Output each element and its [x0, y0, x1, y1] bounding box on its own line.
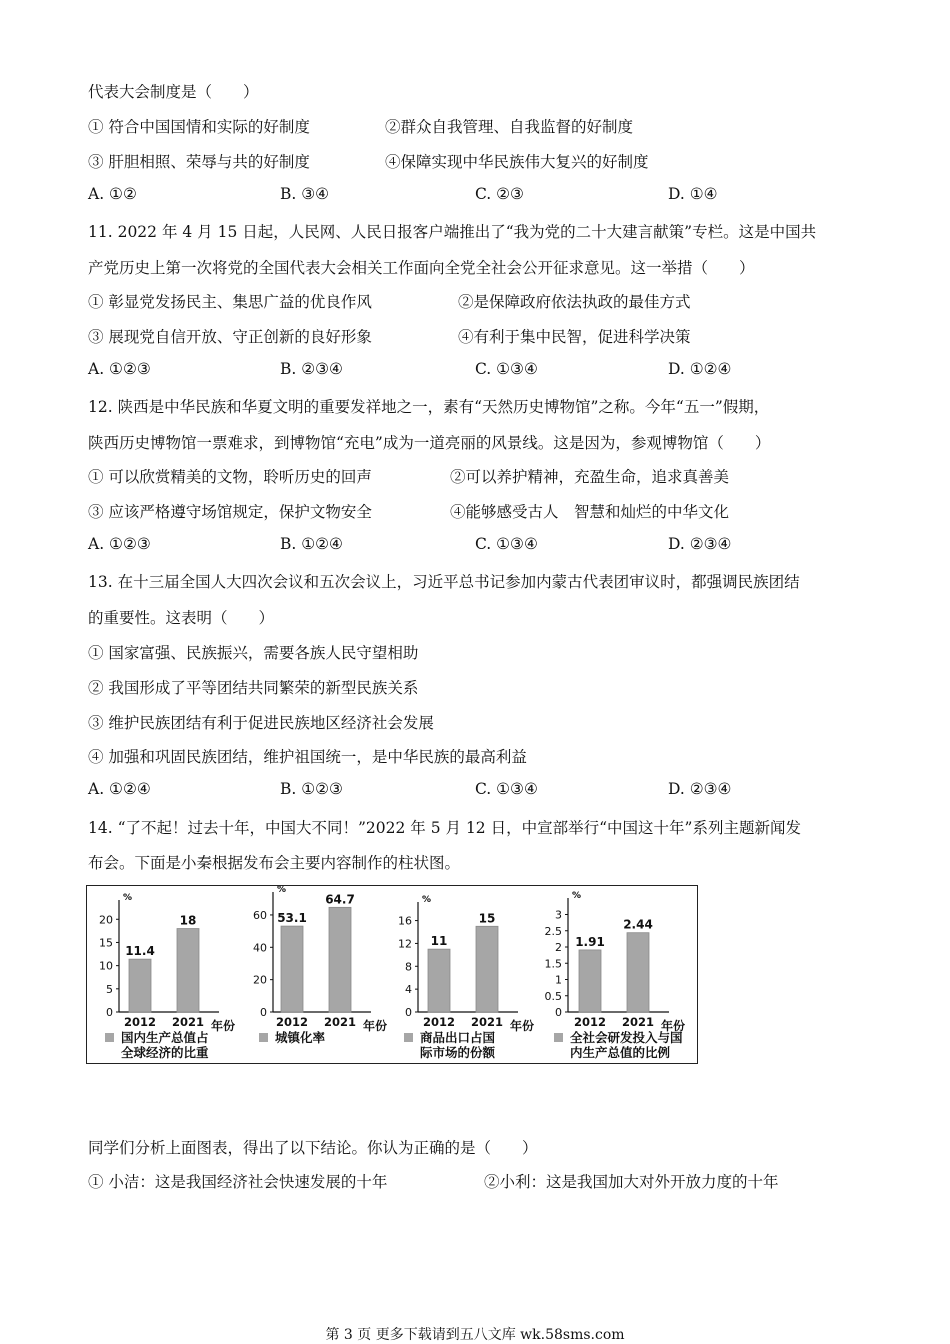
- chart-2-legend-swatch: [259, 1033, 268, 1042]
- chart-3-bar-2012: [428, 949, 450, 1012]
- chart-3-category-label: 2021: [470, 1015, 504, 1029]
- chart-3-legend-text: 际市场的份额: [420, 1045, 496, 1060]
- chart-2-tick-label: 20: [253, 973, 267, 987]
- q11-choice-b: B. ②③④: [280, 360, 343, 378]
- chart-2-tick-label: 0: [260, 1006, 267, 1019]
- q11-stem-line-2: 产党历史上第一次将党的全国代表大会相关工作面向全党全社会公开征求意见。这一举措（ ）: [88, 259, 755, 277]
- chart-3-tick-label: 0: [405, 1006, 412, 1019]
- q12-choice-d: D. ②③④: [668, 535, 732, 553]
- chart-2-data-label: 64.7: [325, 892, 355, 907]
- chart-1-tick-label: 5: [106, 982, 113, 996]
- q12-option-1: ① 可以欣赏精美的文物，聆听历史的回声: [88, 468, 372, 486]
- chart-1-legend-text: 全球经济的比重: [121, 1045, 209, 1060]
- chart-1-category-label: 2021: [171, 1015, 205, 1029]
- q12-stem-line-2: 陕西历史博物馆一票难求，到博物馆“充电”成为一道亮丽的风景线。这是因为，参观博物馆（ ）: [88, 434, 771, 452]
- chart-3-legend-text: 商品出口占国: [420, 1030, 496, 1045]
- q13-stem-line-2: 的重要性。这表明（ ）: [88, 609, 275, 627]
- q14-stem-line-1: 14. “了不起！过去十年，中国大不同！”2022 年 5 月 12 日，中宣部举行“中国这十年”系列主题新闻发: [88, 819, 801, 837]
- chart-2-legend-text: 城镇化率: [275, 1030, 326, 1045]
- q11-option-4: ④有利于集中民智，促进科学决策: [458, 328, 691, 346]
- chart-4-tick-label: 0: [555, 1006, 562, 1019]
- chart-4-data-label: 1.91: [575, 934, 605, 949]
- q10-choice-c: C. ②③: [475, 185, 524, 203]
- chart-4-bar-2012: [579, 950, 601, 1012]
- chart-4-legend-swatch: [554, 1033, 563, 1042]
- q11-option-2: ②是保障政府依法执政的最佳方式: [458, 293, 691, 311]
- chart-2-bar-2012: [281, 926, 303, 1012]
- chart-1-tick-label: 15: [99, 936, 113, 950]
- chart-4-tick-label: 2: [555, 941, 562, 954]
- q11-option-1: ① 彰显党发扬民主、集思广益的优良作风: [88, 293, 372, 311]
- chart-2-category-label: 2012: [275, 1015, 309, 1029]
- q14-option-1: ① 小洁：这是我国经济社会快速发展的十年: [88, 1173, 388, 1191]
- q12-option-3: ③ 应该严格遵守场馆规定，保护文物安全: [88, 503, 372, 521]
- chart-1-legend-text: 国内生产总值占: [121, 1030, 209, 1045]
- q12-choice-c: C. ①③④: [475, 535, 538, 553]
- chart-4-x-axis-title: 年份: [661, 1019, 686, 1033]
- q12-option-2: ②可以养护精神，充盈生命，追求真善美: [450, 468, 730, 486]
- chart-4-y-unit: %: [572, 891, 582, 901]
- chart-2-tick-label: 60: [253, 908, 267, 922]
- chart-3-data-label: 15: [478, 911, 496, 926]
- q12-option-4: ④能够感受古人 智慧和灿烂的中华文化: [450, 503, 730, 521]
- chart-1-tick-label: 20: [99, 913, 113, 927]
- chart-2-tick-label: 40: [253, 941, 267, 955]
- chart-2-y-unit: %: [277, 886, 287, 895]
- q10-stem: 代表大会制度是（ ）: [88, 83, 259, 101]
- chart-1-category-label: 2012: [123, 1015, 157, 1029]
- q12-stem-line-1: 12. 陕西是中华民族和华夏文明的重要发祥地之一，素有“天然历史博物馆”之称。今年“五一”假期，: [88, 398, 770, 416]
- chart-1-legend-swatch: [105, 1033, 114, 1042]
- chart-4-tick-label: 2.5: [544, 924, 562, 938]
- q10-option-1: ① 符合中国国情和实际的好制度: [88, 118, 310, 136]
- q14-analysis-prompt: 同学们分析上面图表，得出了以下结论。你认为正确的是（ ）: [88, 1139, 538, 1157]
- chart-3-category-label: 2012: [422, 1015, 456, 1029]
- chart-4-legend-text: 全社会研发投入与国: [570, 1030, 683, 1045]
- chart-1-tick-label: 0: [106, 1006, 113, 1019]
- q13-option-2: ② 我国形成了平等团结共同繁荣的新型民族关系: [88, 679, 419, 697]
- q12-choice-a: A. ①②③: [88, 535, 151, 553]
- q10-choice-d: D. ①④: [668, 185, 718, 203]
- chart-4-bar-2021: [627, 933, 649, 1012]
- q11-choice-a: A. ①②③: [88, 360, 151, 378]
- chart-1-bar-2021: [177, 929, 199, 1012]
- chart-3-legend-swatch: [404, 1033, 413, 1042]
- chart-1-x-axis-title: 年份: [211, 1019, 236, 1033]
- chart-3-tick-label: 12: [398, 937, 412, 951]
- chart-4-category-label: 2021: [621, 1015, 655, 1029]
- q13-option-1: ① 国家富强、民族振兴，需要各族人民守望相助: [88, 644, 419, 662]
- chart-3-tick-label: 8: [405, 960, 412, 974]
- q11-option-3: ③ 展现党自信开放、守正创新的良好形象: [88, 328, 372, 346]
- q10-option-4: ④保障实现中华民族伟大复兴的好制度: [385, 153, 649, 171]
- chart-3-bar-2021: [476, 926, 498, 1012]
- chart-3-data-label: 11: [430, 934, 448, 949]
- q10-option-3: ③ 肝胆相照、荣辱与共的好制度: [88, 153, 310, 171]
- q13-choice-b: B. ①②③: [280, 780, 343, 798]
- q11-stem-line-1: 11. 2022 年 4 月 15 日起，人民网、人民日报客户端推出了“我为党的二十大建言献策”专栏。这是中国共: [88, 223, 817, 241]
- chart-4-tick-label: 0.5: [544, 989, 562, 1003]
- chart-4-category-label: 2012: [573, 1015, 607, 1029]
- q11-choice-d: D. ①②④: [668, 360, 732, 378]
- chart-1-bar-2012: [129, 959, 151, 1012]
- q10-choice-b: B. ③④: [280, 185, 330, 203]
- chart-3-y-unit: %: [422, 895, 432, 905]
- q10-choice-a: A. ①②: [88, 185, 137, 203]
- chart-1-tick-label: 10: [99, 959, 113, 973]
- chart-3-x-axis-title: 年份: [510, 1019, 535, 1033]
- bar-charts-svg: [87, 886, 699, 1065]
- chart-4-data-label: 2.44: [623, 917, 653, 932]
- chart-4-tick-label: 1.5: [544, 957, 562, 971]
- chart-2-bar-2021: [329, 907, 351, 1012]
- q13-stem-line-1: 13. 在十三届全国人大四次会议和五次会议上，习近平总书记参加内蒙古代表团审议时，都强调民族团结: [88, 573, 800, 591]
- q13-choice-d: D. ②③④: [668, 780, 732, 798]
- chart-2-data-label: 53.1: [277, 911, 307, 926]
- q10-option-2: ②群众自我管理、自我监督的好制度: [385, 118, 634, 136]
- chart-1-data-label: 11.4: [125, 944, 155, 959]
- page-footer: 第 3 页 更多下载请到五八文库 wk.58sms.com: [325, 1327, 625, 1343]
- chart-2-x-axis-title: 年份: [363, 1019, 388, 1033]
- chart-4-tick-label: 1: [555, 973, 562, 987]
- chart-3-tick-label: 16: [398, 914, 412, 928]
- q14-stem-line-2: 布会。下面是小秦根据发布会主要内容制作的柱状图。: [88, 854, 461, 872]
- chart-1-y-unit: %: [123, 893, 133, 903]
- q12-choice-b: B. ①②④: [280, 535, 343, 553]
- q13-option-3: ③ 维护民族团结有利于促进民族地区经济社会发展: [88, 714, 434, 732]
- chart-1-data-label: 18: [179, 913, 197, 928]
- bar-chart-panel: [86, 885, 698, 1064]
- q11-choice-c: C. ①③④: [475, 360, 538, 378]
- chart-4-tick-label: 3: [555, 908, 562, 922]
- chart-2-category-label: 2021: [323, 1015, 357, 1029]
- q13-choice-a: A. ①②④: [88, 780, 151, 798]
- chart-3-tick-label: 4: [405, 983, 412, 997]
- q13-choice-c: C. ①③④: [475, 780, 538, 798]
- chart-4-legend-text: 内生产总值的比例: [570, 1045, 671, 1060]
- q14-option-2: ②小利：这是我国加大对外开放力度的十年: [484, 1173, 779, 1191]
- q13-option-4: ④ 加强和巩固民族团结，维护祖国统一，是中华民族的最高利益: [88, 748, 527, 766]
